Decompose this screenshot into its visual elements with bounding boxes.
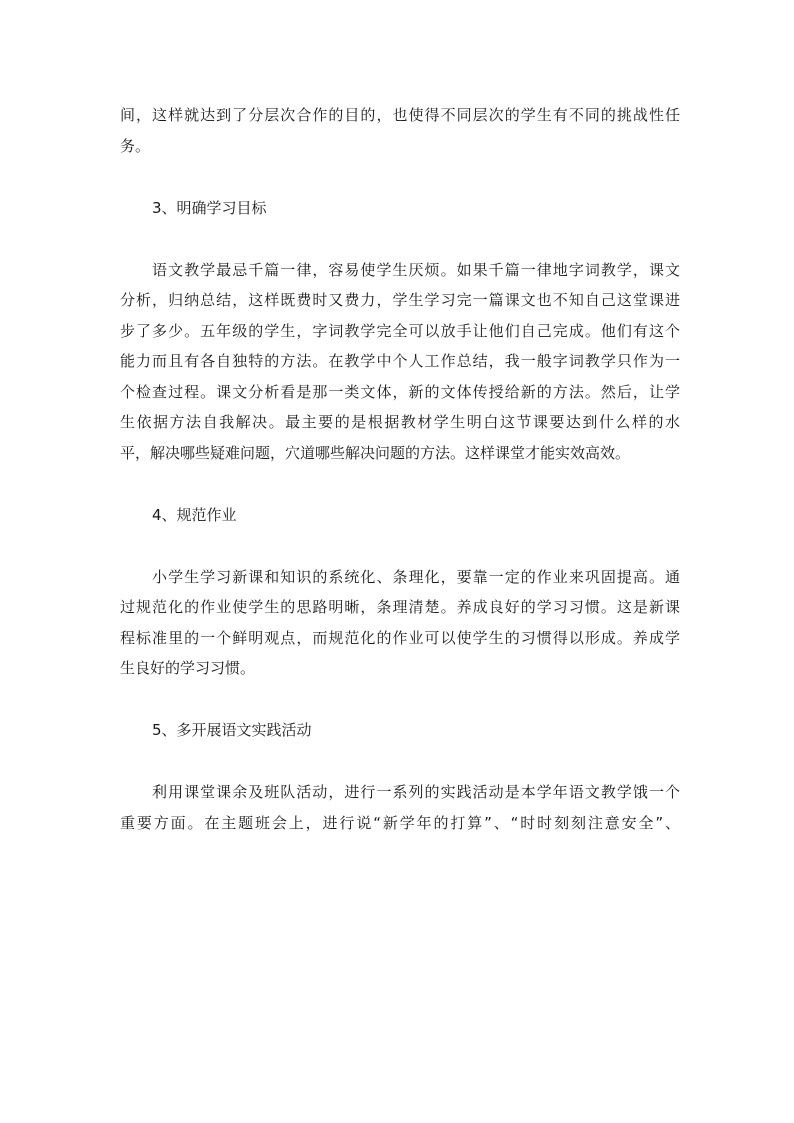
text-line: 生良好的学习习惯。	[120, 659, 256, 677]
paragraph-homework	[120, 562, 680, 684]
text-line: 小学生学习新课和知识的系统化、条理化，要靠一定的作业来巩固提高。通	[120, 567, 680, 586]
text-line: 过规范化的作业使学生的思路明晰，条理清楚。养成良好的学习习惯。这是新课	[120, 598, 680, 616]
document-page	[120, 100, 680, 838]
section-heading-5: 5、多开展语文实践活动	[152, 721, 312, 739]
paragraph-learning-goals	[120, 255, 680, 469]
text-line: 重要方面。在主题班会上，进行说“新学年的打算”、“时时刻刻注意安全”、	[120, 813, 680, 832]
text-line: 分析，归纳总结，这样既费时又费力，学生学习完一篇课文也不知自己这堂课进	[120, 291, 680, 309]
text-line: 生依据方法自我解决。最主要的是根据教材学生明白这节课要达到什么样的水	[120, 413, 680, 431]
section-heading-3: 3、明确学习目标	[152, 198, 267, 217]
text-line: 语文教学最忌千篇一律，容易使学生厌烦。如果千篇一律地字词教学，课文	[120, 260, 680, 279]
text-line: 步了多少。五年级的学生，字词教学完全可以放手让他们自己完成。他们有这个	[120, 321, 680, 340]
text-line: 间，这样就达到了分层次合作的目的，也使得不同层次的学生有不同的挑战性任	[120, 106, 680, 124]
text-line: 务。	[120, 136, 151, 155]
text-line: 利用课堂课余及班队活动，进行一系列的实践活动是本学年语文教学饿一个	[120, 783, 680, 801]
section-heading-4: 4、规范作业	[152, 505, 237, 524]
text-line: 程标准里的一个鲜明观点，而规范化的作业可以使学生的习惯得以形成。养成学	[120, 628, 680, 647]
paragraph-practice-activities	[120, 777, 680, 838]
text-line: 平，解决哪些疑难问题，穴道哪些解决问题的方法。这样课堂才能实效高效。	[120, 443, 631, 462]
text-line: 个检查过程。课文分析看是那一类文体，新的文体传授给新的方法。然后，让学	[120, 382, 680, 401]
paragraph-group-work	[120, 100, 680, 161]
text-line: 能力而且有各自独特的方法。在教学中个人工作总结，我一般字词教学只作为一	[120, 352, 680, 370]
